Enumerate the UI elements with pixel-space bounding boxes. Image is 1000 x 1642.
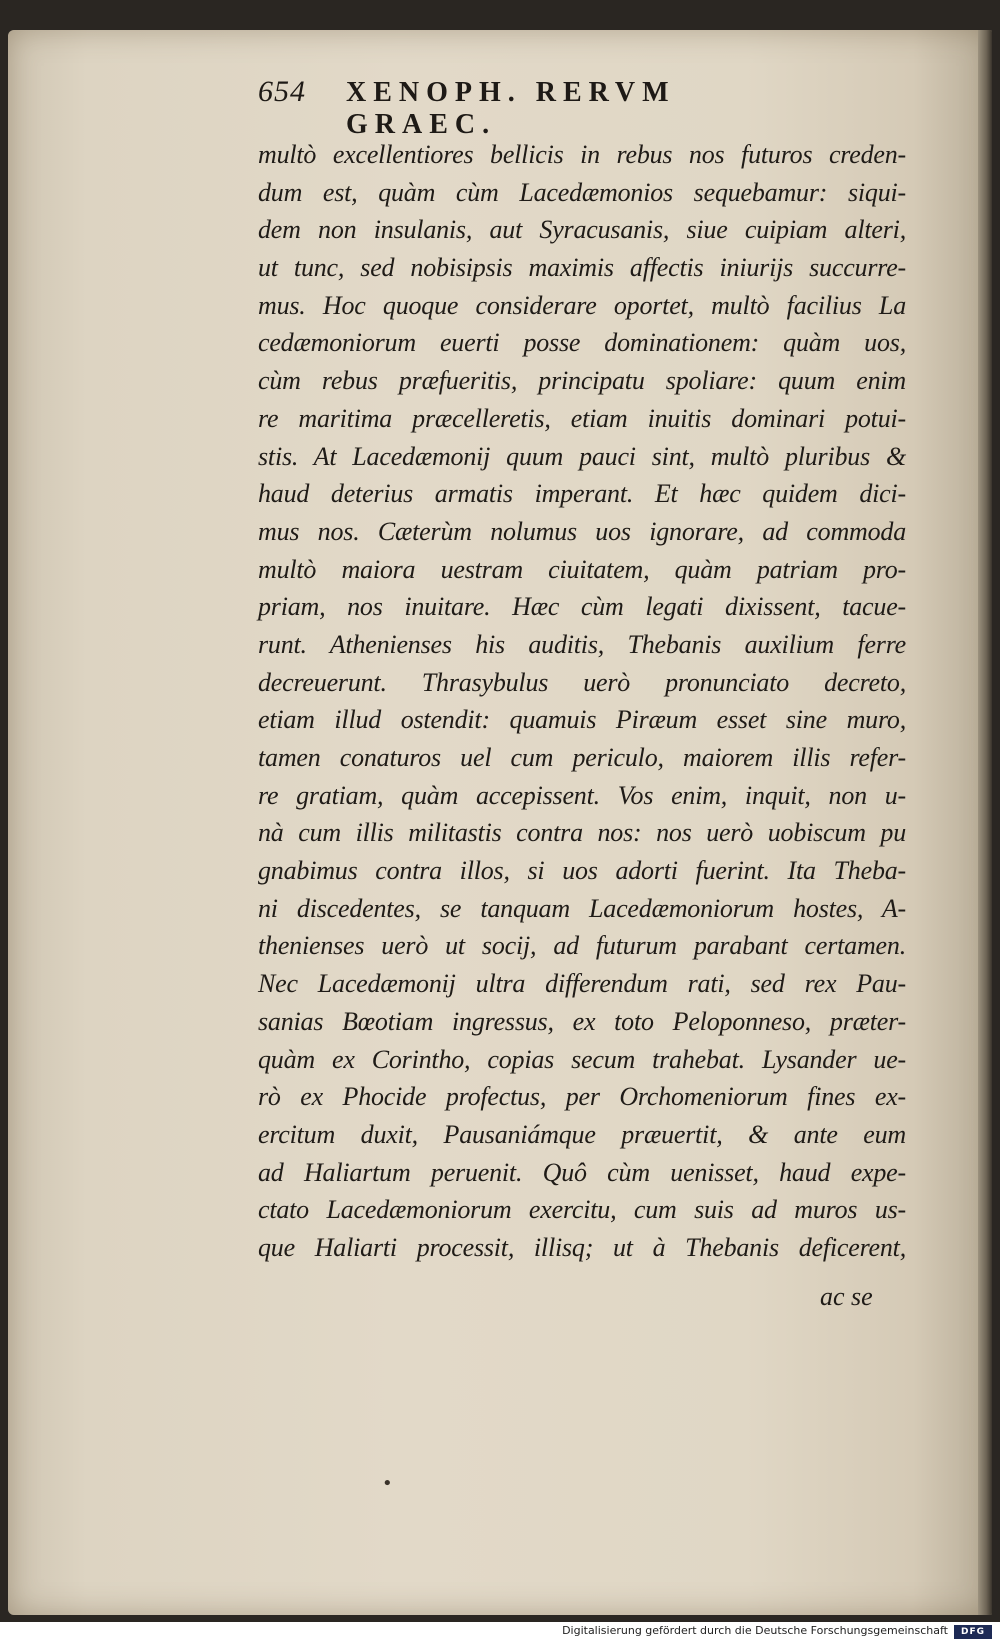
text-line: que Haliarti processit, illisq; ut à Thebanis deficerent, [258,1232,906,1262]
text-line: mus. Hoc quoque considerare oportet, multò facilius La [258,290,906,320]
text-line: quàm ex Corintho, copias secum trahebat. Lysander ue- [258,1044,906,1074]
text-line: gnabimus contra illos, si uos adorti fuerint. Ita Theba- [258,856,906,886]
text-line: rò ex Phocide profectus, per Orchomeniorum fines ex- [258,1082,906,1112]
funding-notice: Digitalisierung gefördert durch die Deutsche Forschungsgemeinschaft [562,1624,948,1637]
dfg-logo-icon: DFG [954,1625,992,1639]
text-line: mus nos. Cæterùm nolumus uos ignorare, ad commoda [258,516,906,546]
digitization-footer [0,1622,1000,1642]
text-line: ni discedentes, se tanquam Lacedæmoniorum hostes, A- [258,893,906,923]
body-text [258,136,906,1267]
text-line: thenienses uerò ut socij, ad futurum parabant certamen. [258,931,906,961]
text-line: runt. Athenienses his auditis, Thebanis auxilium ferre [258,629,906,659]
text-line: ercitum duxit, Pausaniámque præuertit, & ante eum [258,1119,906,1149]
page-header [258,75,818,140]
text-line: etiam illud ostendit: quamuis Piræum esset sine muro, [258,705,906,735]
text-line: cùm rebus præfueritis, principatu spoliare: quum enim [258,366,906,396]
text-line: re gratiam, quàm accepissent. Vos enim, inquit, non u- [258,780,906,810]
text-line: dum est, quàm cùm Lacedæmonios sequebamur: siqui- [258,177,906,207]
text-line: nà cum illis militastis contra nos: nos uerò uobiscum pu [258,818,906,848]
text-line: cedæmoniorum euerti posse dominationem: quàm uos, [258,328,906,358]
running-head: XENOPH. RERVM GRAEC. [345,77,676,140]
text-line: multò maiora uestram ciuitatem, quàm patriam pro- [258,554,906,584]
text-line: decreuerunt. Thrasybulus uerò pronunciato decreto, [258,667,906,697]
text-line: ad Haliartum peruenit. Quô cùm uenisset, haud expe- [258,1157,906,1187]
text-line: ctato Lacedæmoniorum exercitu, cum suis ad muros us- [258,1195,906,1225]
signature-mark: • [382,1473,393,1494]
text-line: priam, nos inuitare. Hæc cùm legati dixissent, tacue- [258,592,906,622]
page-edge [978,30,992,1615]
text-line: ut tunc, sed nobisipsis maximis affectis iniurijs succurre- [258,253,906,283]
text-line: haud deterius armatis imperant. Et hæc quidem dici- [258,479,906,509]
text-line: tamen conaturos uel cum periculo, maiorem illis refer- [258,743,906,772]
text-line: sanias Bœotiam ingressus, ex toto Peloponneso, præter- [258,1006,906,1036]
text-line: multò excellentiores bellicis in rebus nos futuros creden- [258,140,906,169]
catchword: ac se [820,1282,873,1311]
text-line: stis. At Lacedæmonij quum pauci sint, multò pluribus & [258,441,906,471]
text-line: dem non insulanis, aut Syracusanis, siue cuipiam alteri, [258,215,906,245]
page-number: 654 [258,75,306,108]
text-line: re maritima præcelleretis, etiam inuitis dominari potui- [258,403,906,433]
text-line: Nec Lacedæmonij ultra differendum rati, sed rex Pau- [258,969,906,999]
